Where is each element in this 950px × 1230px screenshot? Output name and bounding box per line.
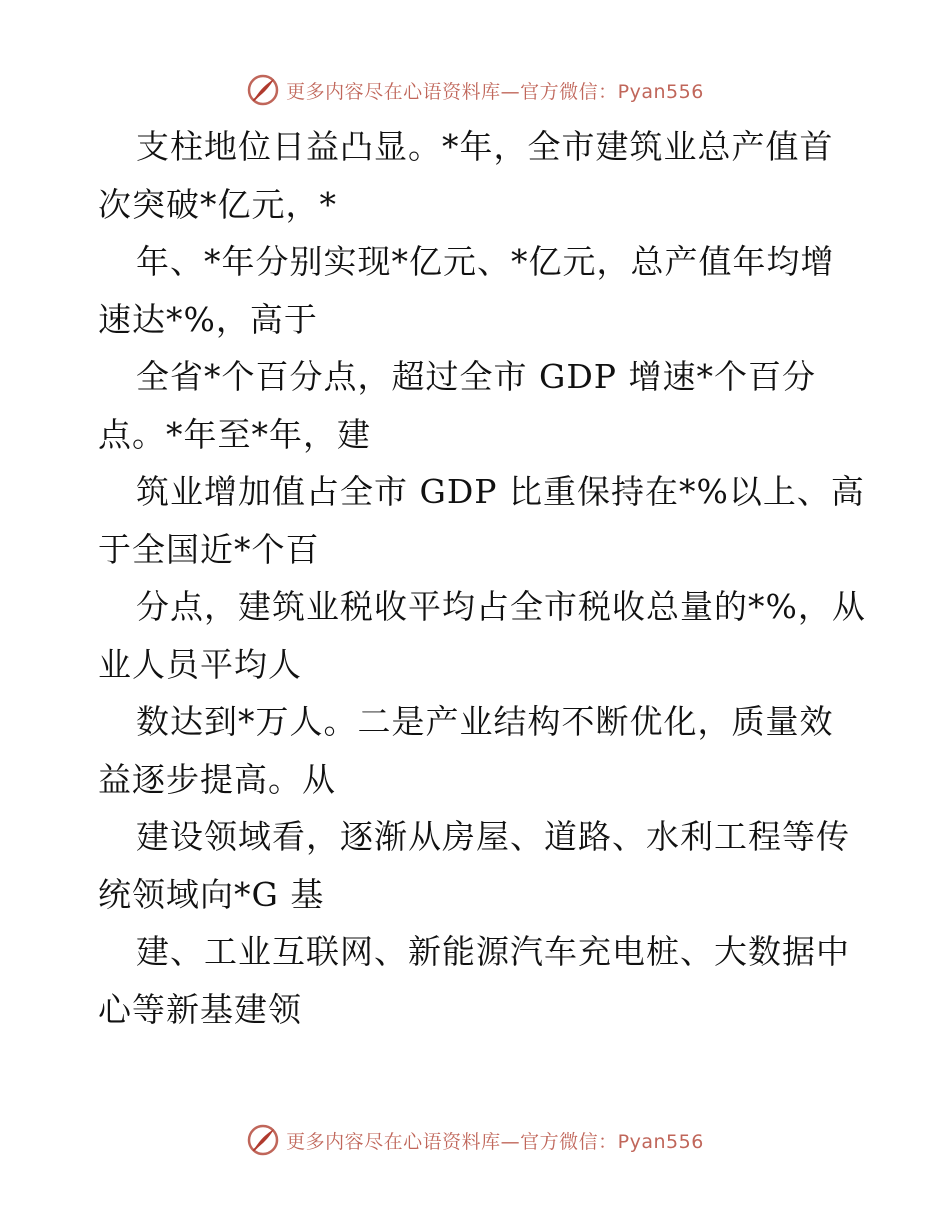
paragraph-line: 于全国近*个百 bbox=[98, 529, 320, 569]
paragraph-line: 心等新基建领 bbox=[98, 989, 302, 1029]
paragraph bbox=[98, 693, 878, 808]
paragraph-line: 年、*年分别实现*亿元、*亿元，总产值年均增 bbox=[136, 242, 835, 281]
document-body bbox=[98, 118, 878, 1038]
paragraph-line: 全省*个百分点，超过全市 GDP 增速*个百分 bbox=[136, 357, 817, 396]
paragraph-line: 业人员平均人 bbox=[98, 644, 302, 684]
paragraph-line: 支柱地位日益凸显。*年，全市建筑业总产值首 bbox=[136, 127, 834, 166]
paragraph bbox=[98, 118, 878, 233]
paragraph-line: 数达到*万人。二是产业结构不断优化，质量效 bbox=[136, 702, 834, 741]
header-banner-text: 更多内容尽在心语资料库—官方微信：Pyan556 bbox=[286, 80, 704, 103]
paragraph bbox=[98, 348, 878, 463]
paragraph-line: 点。*年至*年，建 bbox=[98, 414, 371, 454]
paragraph bbox=[98, 923, 878, 1038]
paragraph-line: 速达*%，高于 bbox=[98, 299, 318, 339]
footer-banner bbox=[0, 1120, 950, 1160]
paragraph-line: 统领域向*G 基 bbox=[98, 874, 325, 914]
paragraph-line: 次突破*亿元，* bbox=[98, 184, 337, 224]
paragraph-line: 筑业增加值占全市 GDP 比重保持在*%以上、高 bbox=[136, 472, 865, 511]
quill-logo-icon bbox=[246, 1123, 280, 1157]
paragraph bbox=[98, 808, 878, 923]
paragraph bbox=[98, 233, 878, 348]
paragraph bbox=[98, 578, 878, 693]
paragraph-line: 分点，建筑业税收平均占全市税收总量的*%，从 bbox=[136, 587, 866, 626]
paragraph bbox=[98, 463, 878, 578]
paragraph-line: 建设领域看，逐渐从房屋、道路、水利工程等传 bbox=[136, 817, 850, 856]
footer-banner-text: 更多内容尽在心语资料库—官方微信：Pyan556 bbox=[286, 1130, 704, 1153]
paragraph-line: 建、工业互联网、新能源汽车充电桩、大数据中 bbox=[136, 932, 850, 971]
quill-logo-icon bbox=[246, 73, 280, 107]
paragraph-line: 益逐步提高。从 bbox=[98, 759, 336, 799]
header-banner bbox=[0, 70, 950, 110]
